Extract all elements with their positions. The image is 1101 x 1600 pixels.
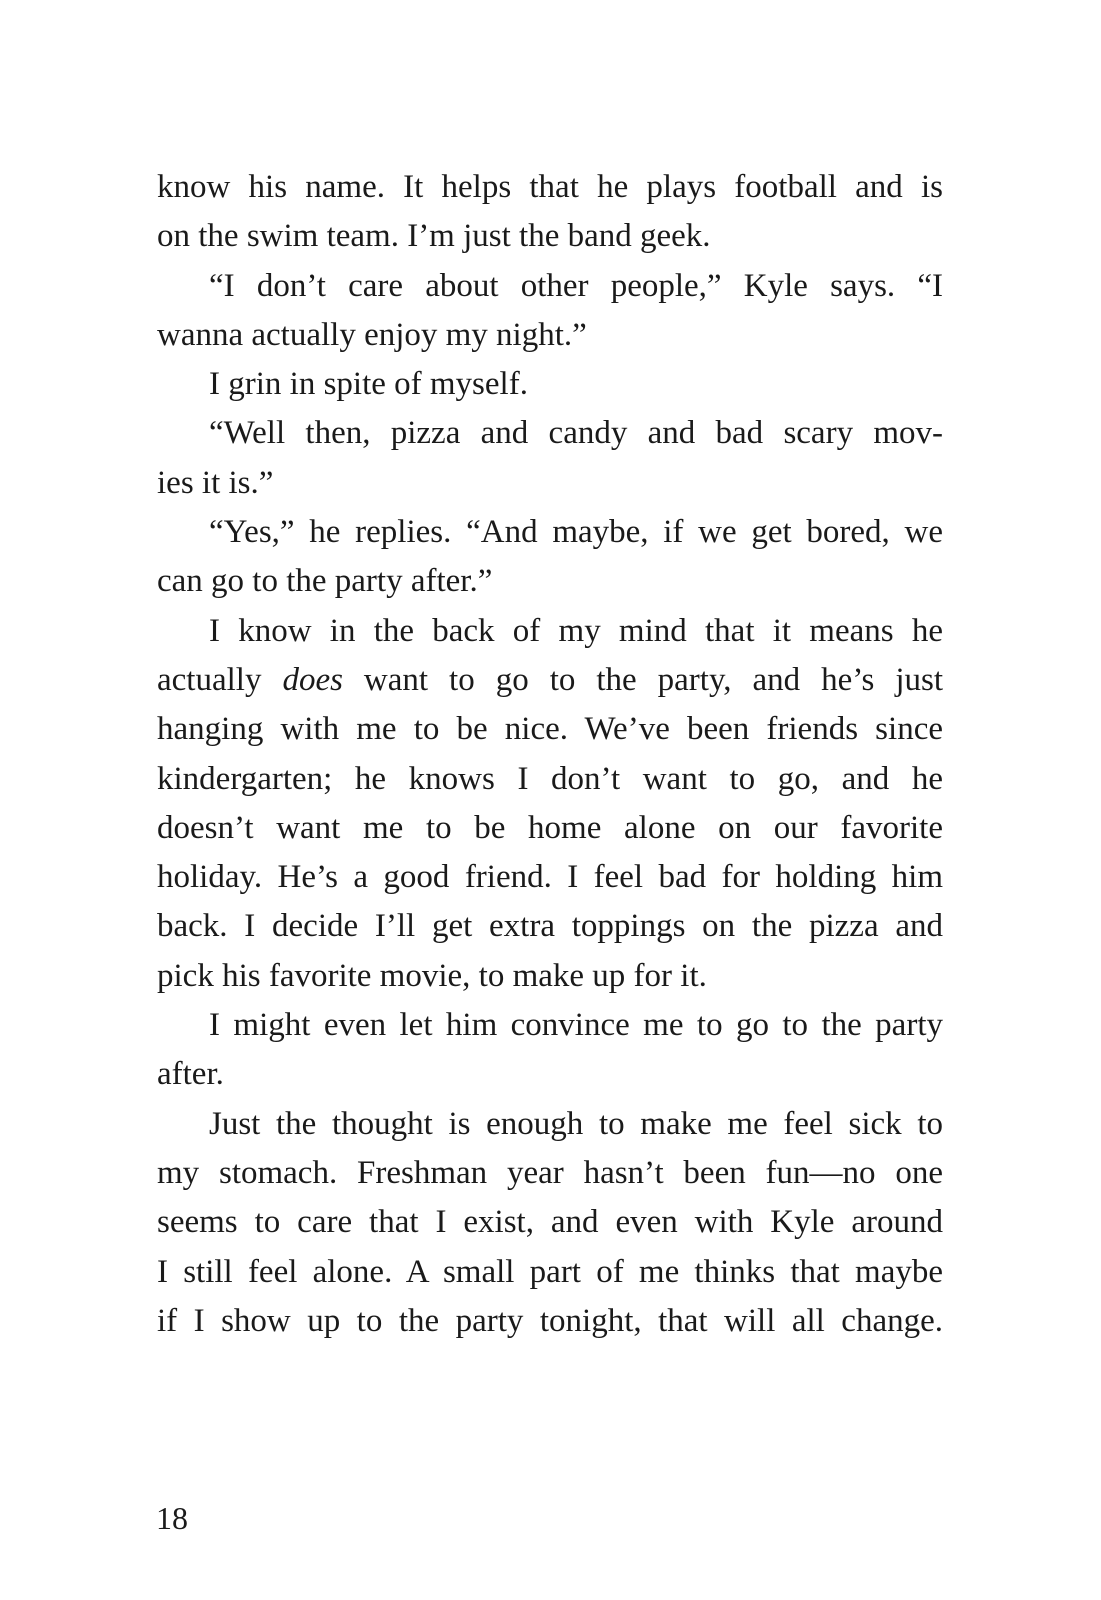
- text-line: pick his favorite movie, to make up for it.: [157, 957, 707, 994]
- text-line: wanna actually enjoy my night.”: [157, 316, 587, 353]
- body-text: [157, 163, 943, 1346]
- text-line: after.: [157, 1056, 224, 1093]
- text-line: kindergarten; he knows I don’t want to go, and he: [157, 760, 943, 797]
- text-line: seems to care that I exist, and even with Kyle around: [157, 1204, 943, 1241]
- text-line: I still feel alone. A small part of me thinks that maybe: [157, 1253, 943, 1290]
- text-line: holiday. He’s a good friend. I feel bad for holding him: [157, 859, 943, 896]
- page-number: 18: [156, 1500, 188, 1536]
- text-line: ies it is.”: [157, 464, 274, 501]
- text-line: “Well then, pizza and candy and bad scary mov-: [209, 415, 943, 452]
- text-line: I might even let him convince me to go to the party: [209, 1007, 943, 1044]
- text-line: Just the thought is enough to make me feel sick to: [209, 1105, 943, 1142]
- text-line: can go to the party after.”: [157, 563, 493, 600]
- text-line: I know in the back of my mind that it means he: [209, 612, 943, 649]
- text-line: [157, 656, 943, 705]
- text-line: know his name. It helps that he plays football and is: [157, 169, 943, 205]
- text-line: hanging with me to be nice. We’ve been friends since: [157, 711, 943, 748]
- italic-emphasis: does: [282, 661, 343, 698]
- text-line: on the swim team. I’m just the band geek.: [157, 218, 711, 255]
- text-fragment: actually: [157, 661, 262, 698]
- text-fragment: want to go to the party, and he’s just: [363, 661, 943, 698]
- text-line: doesn’t want me to be home alone on our favorite: [157, 809, 943, 846]
- text-line: back. I decide I’ll get extra toppings on the pizza and: [157, 908, 943, 945]
- text-line: “Yes,” he replies. “And maybe, if we get bored, we: [209, 514, 943, 551]
- text-line: I grin in spite of myself.: [209, 366, 528, 403]
- text-line: if I show up to the party tonight, that will all change.: [157, 1302, 943, 1339]
- text-line: my stomach. Freshman year hasn’t been fun—no one: [157, 1154, 943, 1191]
- text-line: “I don’t care about other people,” Kyle says. “I: [209, 267, 943, 304]
